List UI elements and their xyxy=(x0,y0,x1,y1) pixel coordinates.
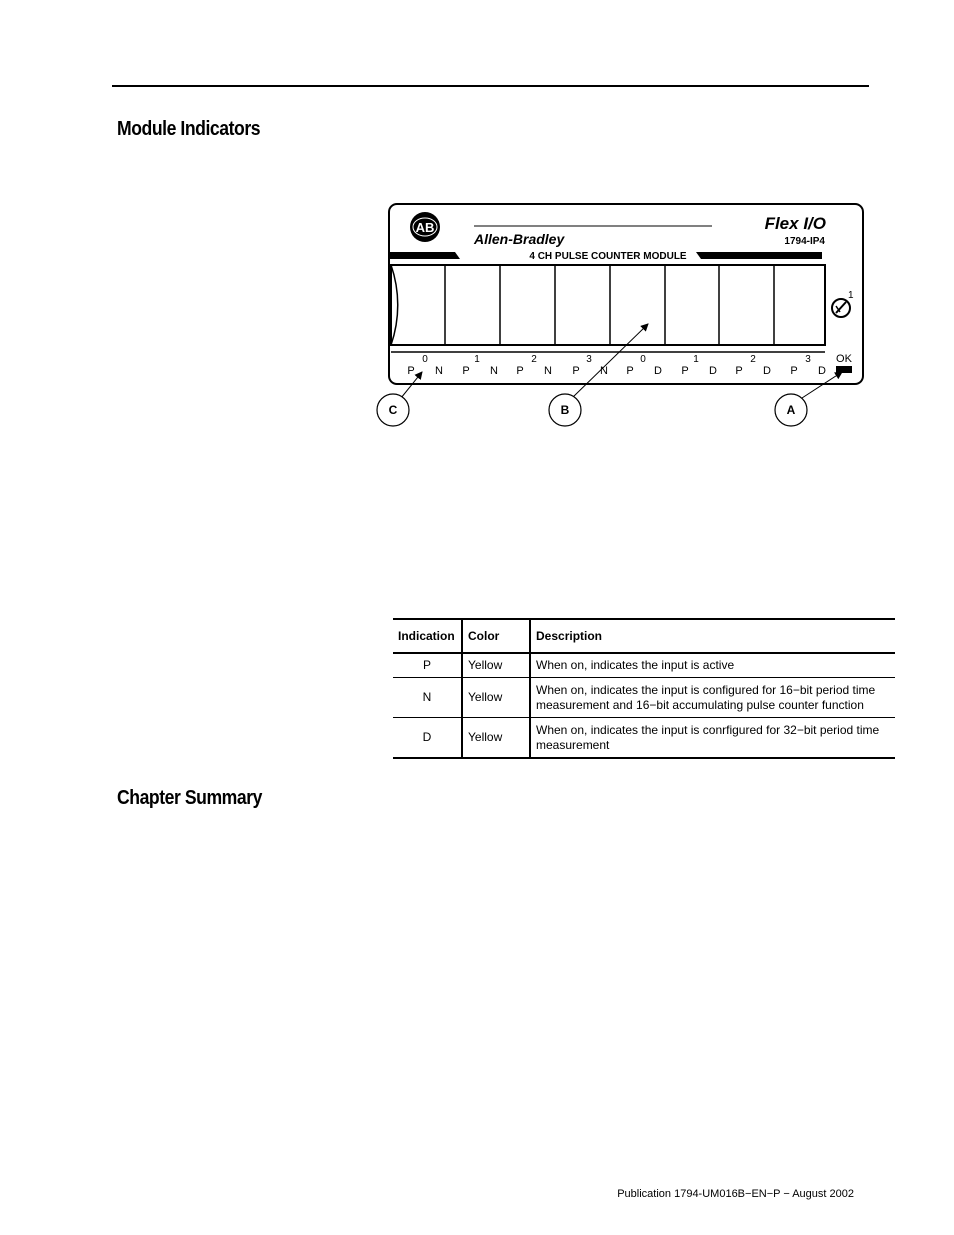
ok-indicator-led xyxy=(836,366,852,373)
header-description: Description xyxy=(530,619,895,653)
header-indication: Indication xyxy=(393,619,462,653)
channel-number: 3 xyxy=(586,354,592,365)
indicator-letter: D xyxy=(763,365,771,377)
indicator-letter: P xyxy=(626,365,634,377)
band-right xyxy=(696,252,822,259)
cell-description: When on, indicates the input is conrfigured for 32−bit period time measurement xyxy=(530,718,895,759)
table-header-row xyxy=(393,619,895,653)
flex-io-logo: Flex I/O xyxy=(764,214,826,233)
cell-indication: P xyxy=(393,653,462,678)
keyswitch-icon xyxy=(832,299,850,317)
callout-c-label: C xyxy=(388,403,398,417)
indicator-table xyxy=(393,618,895,759)
top-rule xyxy=(112,85,869,87)
catalog-number: 1794-IP4 xyxy=(784,236,825,247)
indicator-letter: N xyxy=(435,365,443,377)
allen-bradley-logo-icon xyxy=(410,212,440,242)
cell-color: Yellow xyxy=(462,718,530,759)
indicator-letter: P xyxy=(735,365,743,377)
ok-label: OK xyxy=(836,353,852,365)
channel-number: 0 xyxy=(422,354,428,365)
indicator-letter: N xyxy=(490,365,498,377)
module-name: 4 CH PULSE COUNTER MODULE xyxy=(529,251,687,262)
indicator-letter: P xyxy=(407,365,415,377)
brand-name: Allen-Bradley xyxy=(474,231,565,247)
cell-description: When on, indicates the input is configured for 16−bit period time measurement and 16−bit accumulating pulse counter function xyxy=(530,678,895,718)
cell-color: Yellow xyxy=(462,678,530,718)
key-number: 1 xyxy=(848,290,854,301)
header-color: Color xyxy=(462,619,530,653)
indicator-letter: P xyxy=(572,365,580,377)
section-heading-module-indicators: Module Indicators xyxy=(117,118,261,140)
module-front-panel-drawing xyxy=(370,196,870,436)
indicator-letter: D xyxy=(709,365,717,377)
channel-number: 2 xyxy=(750,354,756,365)
table-row xyxy=(393,718,895,759)
module-indicator-figure xyxy=(370,196,870,436)
indicator-letter: D xyxy=(818,365,826,377)
publication-footer: Publication 1794-UM016B−EN−P − August 2002 xyxy=(617,1188,854,1200)
indicator-letter: N xyxy=(600,365,608,377)
indicator-letter: N xyxy=(544,365,552,377)
indicator-letter: P xyxy=(462,365,470,377)
indicator-letter: D xyxy=(654,365,662,377)
channel-number: 1 xyxy=(693,354,699,365)
section-heading-chapter-summary: Chapter Summary xyxy=(117,787,263,809)
channel-number: 3 xyxy=(805,354,811,365)
channel-number: 1 xyxy=(474,354,480,365)
indicator-letter: P xyxy=(790,365,798,377)
callout-b-label: B xyxy=(560,403,570,417)
cell-color: Yellow xyxy=(462,653,530,678)
cell-description: When on, indicates the input is active xyxy=(530,653,895,678)
table-row xyxy=(393,678,895,718)
terminal-window xyxy=(391,265,825,345)
channel-number: 2 xyxy=(531,354,537,365)
channel-number: 0 xyxy=(640,354,646,365)
table-row xyxy=(393,653,895,678)
cell-indication: N xyxy=(393,678,462,718)
cell-indication: D xyxy=(393,718,462,759)
callout-a-label: A xyxy=(786,403,796,417)
logo-text: AB xyxy=(415,220,435,235)
band-left xyxy=(390,252,460,259)
indicator-letter: P xyxy=(516,365,524,377)
indicator-letter: P xyxy=(681,365,689,377)
